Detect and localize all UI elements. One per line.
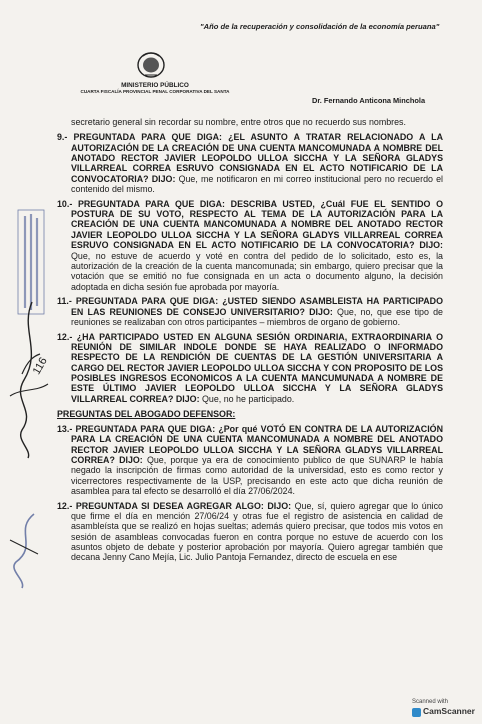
item-question: PREGUNTADA PARA QUE DIGA: ¿Por qué VOTÓ EN CONTRA DE LA AUTORIZACIÓN PARA LA CREACIÓN DE UNA CUENTA MANCOMUNADA A NOMBRE DEL ANOTADO RECTOR JAVIER LEOPOLDO ULLOA SICCHA Y LA SEÑORA GLADYS VILLARREAL CORREA? DIJO: <box>71 423 443 465</box>
item-number: 9.- <box>57 132 68 143</box>
watermark-brand: CamScanner <box>423 706 475 716</box>
folio-number-icon <box>18 350 58 380</box>
handwritten-signature-icon <box>2 300 58 460</box>
item-number: 11.- <box>57 296 72 307</box>
question-item-12 <box>57 332 443 404</box>
item-number: 12.- <box>57 331 73 342</box>
question-item-11 <box>57 296 443 327</box>
ministry-title: MINISTERIO PÚBLICO <box>121 82 189 89</box>
item-question: PREGUNTADA SI DESEA AGREGAR ALGO: DIJO: <box>75 500 292 511</box>
ministry-seal-icon <box>133 50 169 80</box>
item-question: PREGUNTADA PARA QUE DIGA: ¿EL ASUNTO A TRATAR RELACIONADO A LA AUTORIZACIÓN DE LA CREACIÓN DE UNA CUENTA MANCOMUNADA A NOMBRE DEL ANOTADO RECTOR JAVIER LEOPOLDO ULLOA SICCHA Y LA SEÑORA GLADYS VILLARREAL CORREA ESRUVO CONSIGNADA EN EL ACTO NOTIFICARIO DE LA CONVOCATORIA? DIJO: <box>71 132 443 184</box>
item-answer: Que, no, que ese tipo de reuniones se realizaban con otros participantes – miembros de organo de gobierno. <box>71 306 443 327</box>
question-item-9 <box>57 132 443 194</box>
question-item-10 <box>57 199 443 292</box>
item-answer: Que, porque ya era de conocimiento publico de que SUNARP le había negado la inscripción de firmas como autoridad de la universidad, esto es como rector y vicerrectores respectivamente de la USP, precisando en este acto que dicha reunión de asamblea para tal efecto se desarrolló el día 27/06/2024. <box>71 454 443 496</box>
item-number: 12.- <box>57 500 73 511</box>
rubric-stamp-icon <box>4 510 44 590</box>
year-motto: "Año de la recuperación y consolidación de la economía peruana" <box>200 22 440 31</box>
item-answer: Que, sí, quiero agregar que lo único que firme el día en mención 27/06/24 y otras fue el registro de asistencia en calidad de asambleísta que se realizó en hojas sueltas; además quiero precisar, que todos mis votos en sesión de asambleas convocadas fueron en contra porque no estuve de acuerdo con los asuntos objeto de debate y posterior aprobación por mayoría. Quiero agregar también que decana Jenny Cano Mejía, Lic. Julio Pantoja Fernandez, directo de escuela en ese <box>71 500 443 563</box>
item-answer: Que, no estuve de acuerdo y voté en contra del pedido de lo solicitado, esto es, la autorización de la creación de la cuenta mancomunada; sin embargo, quiero precisar que la votación que se emitió no fue consignada en un acta o documento alguno, la decisión adoptada en dicha sesión fue aprobada por mayoría. <box>71 250 443 292</box>
section-heading: PREGUNTAS DEL ABOGADO DEFENSOR: <box>57 408 236 419</box>
prosecutor-name: Dr. Fernando Anticona Minchola <box>312 96 426 105</box>
item-question: ¿HA PARTICIPADO USTED EN ALGUNA SESIÓN ORDINARIA, EXTRAORDINARIA O REUNIÓN DE SIMILAR INDOLE DONDE SE HAYA REALIZADO O INFORMADO RESPECTO DE LA RENDICIÓN DE CUENTAS DE LA GESTIÓN UNIVERSITARIA A CARGO DEL RECTOR JAVIER LEOPOLDO ULLOA SICCHA Y CON PROPOSITO DE LOS POSIBLES INGRESOS ECONOMICOS A LA CUENTA MANCUMUNADA A NOMBRE DE ESTE ÚLTIMO JAVIER LEOPOLDO ULLOA SICCHA Y LA SEÑORA GLADYS VILLARREAL CORREA? DIJO: <box>71 331 443 404</box>
ministry-block <box>70 82 240 95</box>
camscanner-logo-icon <box>412 708 421 717</box>
folio-number: 116 <box>30 355 50 377</box>
scanner-watermark <box>412 698 478 718</box>
item-answer: Que, me notificaron en mi correo institucional pero no recuerdo el contenido del mismo. <box>71 173 444 195</box>
item-number: 10.- <box>57 198 73 209</box>
question-item-add <box>57 501 443 563</box>
ministry-subtitle: CUARTA FISCALÍA PROVINCIAL PENAL CORPORATIVA DEL SANTA <box>80 89 230 95</box>
item-question: PREGUNTADA PARA QUE DIGA: DESCRIBA USTED, ¿Cuál FUE EL SENTIDO O POSTURA DE SU VOTO, RESPECTO AL TEMA DE LA AUTORIZACIÓN PARA LA CREACIÓN DE UNA CUENTA MANCOMUNADA A NOMBRE DEL ANOTADO RECTOR JAVIER LEOPOLDO ULLOA SICCHA Y LA SEÑORA GLADYS VILLARREAL CORREA ESRUVO CONSIGNADA EN EL ACTO NOTIFICARIO DE LA CONVOCATORIA? DIJO: <box>71 198 443 251</box>
question-item-13 <box>57 424 443 496</box>
intro-text: secretario general sin recordar su nombre, entre otros que no recuerdo sus nombres. <box>71 117 406 127</box>
watermark-caption: Scanned with <box>412 699 449 705</box>
item-answer: Que, no he participado. <box>202 393 295 404</box>
item-question: PREGUNTADA PARA QUE DIGA: ¿USTED SIENDO ASAMBLEISTA HA PARTICIPADO EN LAS REUNIONES DE CONSEJO UNIVERSITARIO? DIJO: <box>71 296 443 317</box>
item-number: 13.- <box>57 423 73 434</box>
document-body <box>57 117 443 567</box>
